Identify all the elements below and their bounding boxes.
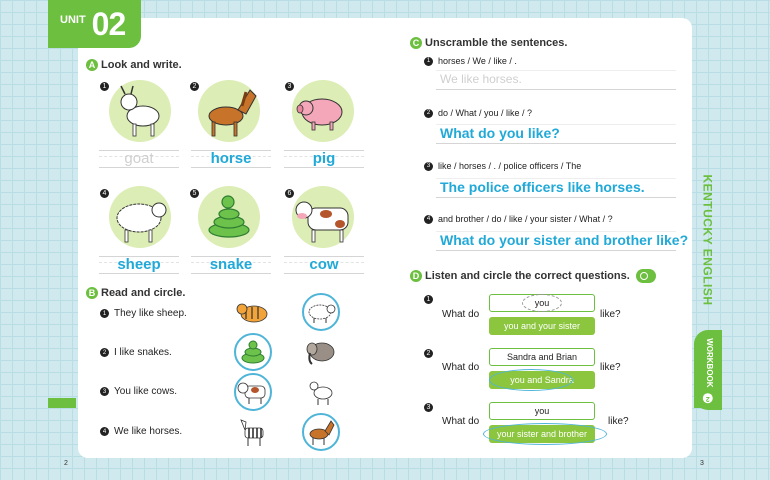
goat-small-picture[interactable] (302, 373, 340, 411)
item-number: 2 (424, 349, 433, 358)
item-number: 1 (424, 295, 433, 304)
item-number: 3 (424, 403, 433, 412)
left-green-strip (48, 398, 76, 408)
section-b-title: B Read and circle. (86, 287, 185, 299)
answer-goat: goat (124, 150, 154, 167)
d-before-3: What do (442, 416, 480, 427)
snake-small-picture[interactable] (234, 333, 272, 371)
audio-track-icon[interactable] (636, 269, 656, 283)
d-option-top-3[interactable]: you (489, 402, 595, 420)
answer-snake: snake (209, 256, 253, 273)
d-option-bottom-1[interactable]: you and your sister (489, 317, 595, 335)
page-number-left: 2 (64, 460, 68, 467)
c-prompt-4: 4 and brother / do / like / your sister / What / ? (424, 214, 613, 224)
selection-circle (489, 369, 573, 391)
section-c-title: C Unscramble the sentences. (410, 37, 567, 49)
zebra-picture[interactable] (234, 413, 272, 451)
unit-badge (48, 0, 141, 48)
c-answer-2: What do you like? (440, 125, 560, 141)
d-after-2: like? (600, 362, 621, 373)
d-before-1: What do (442, 309, 480, 320)
cow-small-picture[interactable] (234, 373, 272, 411)
c-prompt-1: 1 horses / We / like / . (424, 56, 517, 66)
d-option-bottom-2[interactable]: you and Sandra (489, 371, 595, 389)
c-prompt-3: 3 like / horses / . / police officers / The (424, 161, 581, 171)
d-option-top-2[interactable]: Sandra and Brian (489, 348, 595, 366)
elephant-picture[interactable] (302, 333, 340, 371)
section-d-title: D Listen and circle the correct questions. (410, 269, 656, 283)
selection-circle (522, 294, 562, 312)
d-option-top-1[interactable]: you (489, 294, 595, 312)
d-after-3: like? (608, 416, 629, 427)
item-number: 2 (190, 82, 199, 91)
b-sentence-3: 3 You like cows. (100, 386, 177, 397)
page-number-right: 3 (700, 460, 704, 467)
goat-picture (109, 80, 171, 142)
workbook-tab: WORKBOOK 2 (694, 330, 722, 410)
unit-number: 02 (91, 5, 126, 42)
c-answer-1: We like horses. (440, 72, 522, 86)
snake-picture (198, 186, 260, 248)
answer-cow: cow (309, 256, 339, 273)
sheep-small-picture[interactable] (302, 293, 340, 331)
d-before-2: What do (442, 362, 480, 373)
pig-picture (292, 80, 354, 142)
item-number: 4 (100, 189, 109, 198)
tiger-picture[interactable] (234, 293, 272, 331)
c-answer-4: What do your sister and brother like? (440, 232, 689, 248)
cow-picture (292, 186, 354, 248)
section-a-title: A Look and write. (86, 59, 182, 71)
workbook-number: 2 (703, 392, 713, 402)
b-sentence-4: 4 We like horses. (100, 426, 182, 437)
item-number: 6 (285, 189, 294, 198)
horse-picture (198, 80, 260, 142)
item-number: 3 (285, 82, 294, 91)
item-number: 5 (190, 189, 199, 198)
c-prompt-2: 2 do / What / you / like / ? (424, 108, 532, 118)
b-sentence-1: 1 They like sheep. (100, 308, 187, 319)
answer-horse: horse (210, 150, 252, 167)
answer-sheep: sheep (117, 256, 161, 273)
selection-circle (483, 423, 607, 445)
d-after-1: like? (600, 309, 621, 320)
c-answer-3: The police officers like horses. (440, 179, 645, 195)
answer-pig: pig (312, 150, 336, 167)
unit-label: UNIT (60, 14, 86, 26)
horse-small-picture[interactable] (302, 413, 340, 451)
b-sentence-2: 2 I like snakes. (100, 347, 172, 358)
item-number: 1 (100, 82, 109, 91)
book-title-vertical: KENTUCKY ENGLISH (701, 174, 715, 306)
sheep-picture (109, 186, 171, 248)
d-option-bottom-3[interactable]: your sister and brother (489, 425, 595, 443)
